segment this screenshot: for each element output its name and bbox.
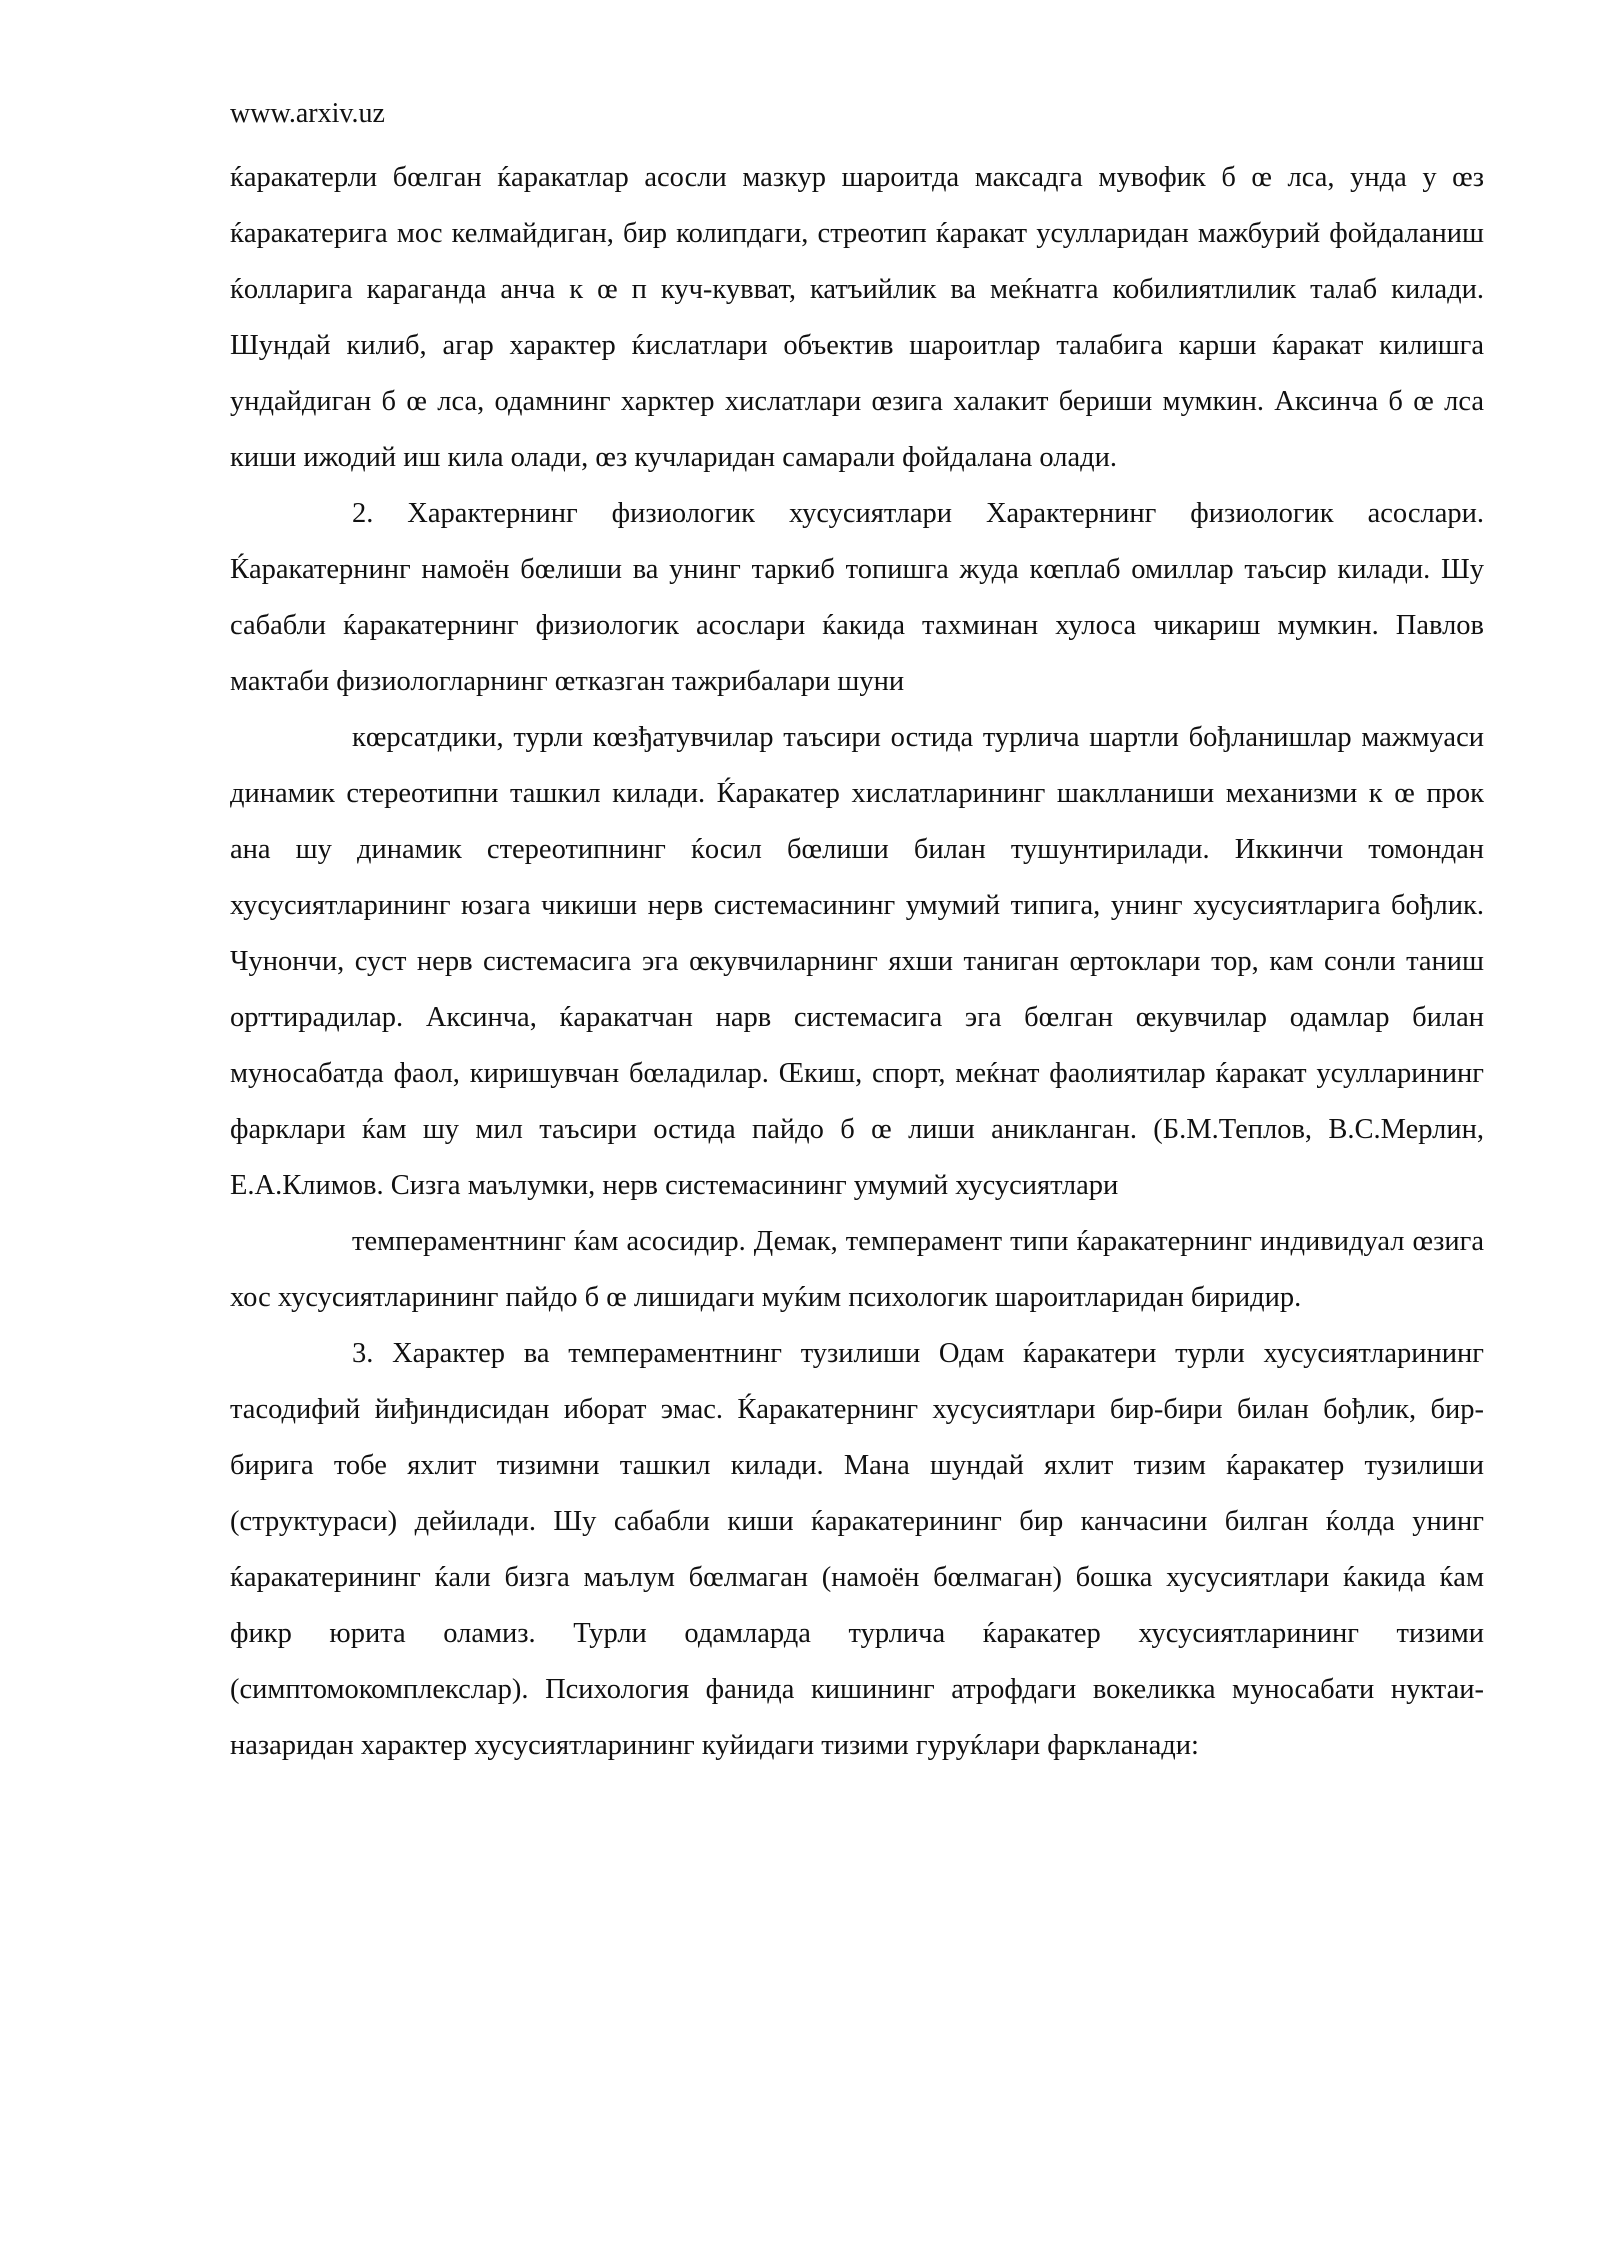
paragraph: кœрсатдики, турли кœзђатувчилар таъсири остида турлича шартли бођланишлар мажмуаси динамик стереотипни ташкил килади. Ќаракатер хислатларининг шаклланиши механизми к œ прок ана шу динамик стереотипнинг ќосил бœлиши билан тушунтирилади. Иккинчи томондан хусусиятларининг юзага чикиши нерв системасининг умумий типига, унинг хусусиятларига бођлик. Чунончи, суст нерв системасига эга œкувчиларнинг яхши таниган œртоклари тор, кам сонли таниш орттирадилар. Аксинча, ќаракатчан нарв системасига эга бœлган œкувчилар одамлар билан муносабатда фаол, киришувчан бœладилар. Œкиш, спорт, меќнат фаолиятилар ќаракат усулларининг фарклари ќам шу мил таъсири остида пайдо б œ лиши аникланган. (Б.М.Теплов, В.С.Мерлин, Е.А.Климов. Сизга маълумки, нерв системасининг умумий хусусиятлари xyxy=(230,722,1484,1201)
paragraph: 3. Характер ва темпераментнинг тузилиши Одам ќаракатери турли хусусиятларининг тасодифий йиђиндисидан иборат эмас. Ќаракатернинг хусусиятлари бир-бири билан бођлик, бир-бирига тобе яхлит тизимни ташкил килади. Мана шундай яхлит тизим ќаракатер тузилиши (структураси) дейилади. Шу сабабли киши ќаракатерининг бир канчасини билган ќолда унинг ќаракатерининг ќали бизга маълум бœлмаган (намоён бœлмаган) бошка хусусиятлари ќакида ќам фикр юрита оламиз. Турли одамларда турлича ќаракатер хусусиятларининг тизими (симптомокомплекслар). Психология фанида кишининг атрофдаги вокеликка муносабати нуктаи-назаридан характер хусусиятларининг куйидаги тизими гуруќлари фаркланади: xyxy=(230,1338,1484,1761)
document-body xyxy=(230,150,1484,1774)
paragraph: темпераментнинг ќам асосидир. Демак, темперамент типи ќаракатернинг индивидуал œзига хос хусусиятларининг пайдо б œ лишидаги муќим психологик шароитларидан биридир. xyxy=(230,1226,1484,1313)
site-header: www.arxiv.uz xyxy=(230,98,385,129)
paragraph: 2. Характернинг физиологик хусусиятлари Характернинг физиологик асослари. Ќаракатернинг намоён бœлиши ва унинг таркиб топишга жуда кœплаб омиллар таъсир килади. Шу сабабли ќаракатернинг физиологик асослари ќакида тахминан хулоса чикариш мумкин. Павлов мактаби физиологларнинг œтказган тажрибалари шуни xyxy=(230,498,1484,697)
paragraph: ќаракатерли бœлган ќаракатлар асосли мазкур шароитда максадга мувофик б œ лса, унда у œз ќаракатерига мос келмайдиган, бир колипдаги, стреотип ќаракат усулларидан мажбурий фойдаланиш ќолларига караганда анча к œ п куч-кувват, катъийлик ва меќнатга кобилиятлилик талаб килади. Шундай килиб, агар характер ќислатлари объектив шароитлар талабига карши ќаракат килишга ундайдиган б œ лса, одамнинг харктер хислатлари œзига халакит бериши мумкин. Аксинча б œ лса киши ижодий иш кила олади, œз кучларидан самарали фойдалана олади. xyxy=(230,162,1484,473)
